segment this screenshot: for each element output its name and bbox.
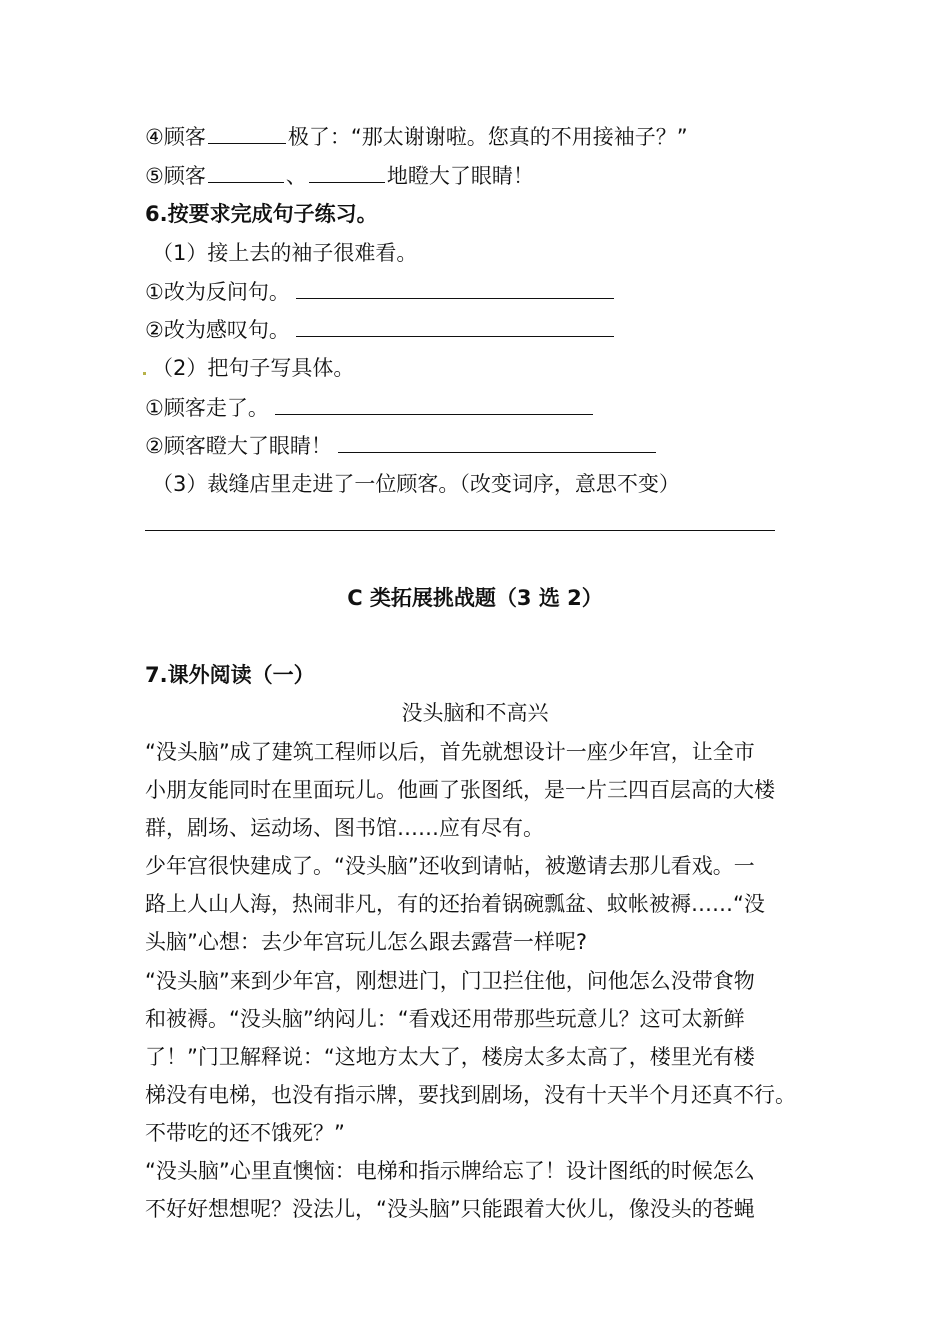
answer-line[interactable]: [296, 278, 614, 299]
answer-line[interactable]: [338, 432, 656, 453]
q6-part-1a: [145, 277, 616, 307]
question-6-title: 6.按要求完成句子练习。: [145, 202, 378, 226]
story-title: 没头脑和不高兴: [401, 701, 549, 725]
section-c-title: C 类拓展挑战题（3 选 2）: [347, 586, 603, 610]
story-line: 不好好想想呢？没法儿，“没头脑”只能跟着大伙儿，像没头的苍蝇: [145, 1197, 755, 1221]
blank-field[interactable]: [208, 162, 284, 183]
story-line: 梯没有电梯，也没有指示牌，要找到剧场，没有十天半个月还真不行。: [145, 1083, 796, 1107]
item-5-prefix: ⑤顾客: [145, 164, 206, 188]
fill-item-4: [145, 122, 688, 152]
q6-part-1a-label: ①改为反问句。: [145, 280, 290, 304]
story-line: “没头脑”心里直懊恼：电梯和指示牌给忘了！设计图纸的时候怎么: [145, 1159, 755, 1183]
item-5-separator: 、: [285, 164, 307, 188]
item-4-suffix: 极了：“那太谢谢啦。您真的不用接袖子？”: [287, 125, 688, 149]
story-line: 群，剧场、运动场、图书馆……应有尽有。: [145, 816, 544, 840]
story-line: 头脑”心想：去少年宫玩儿怎么跟去露营一样呢?: [145, 930, 588, 954]
q6-part-1b: [145, 315, 616, 345]
q6-part-3: （3）裁缝店里走进了一位顾客。（改变词序，意思不变）: [152, 472, 680, 496]
fill-item-5: [145, 161, 534, 191]
q6-part-1b-label: ②改为感叹句。: [145, 318, 290, 342]
story-line: 小朋友能同时在里面玩儿。他画了张图纸，是一片三四百层高的大楼: [145, 778, 775, 802]
q6-part-2a-label: ①顾客走了。: [145, 396, 269, 420]
item-5-suffix: 地瞪大了眼睛！: [386, 164, 534, 188]
story-line: 了！”门卫解释说：“这地方太大了，楼房太多太高了，楼里光有楼: [145, 1045, 755, 1069]
story-line: 不带吃的还不饿死？”: [145, 1121, 345, 1145]
q6-part-2: （2）把句子写具体。: [152, 356, 355, 380]
blank-field[interactable]: [309, 162, 385, 183]
question-7-title: 7.课外阅读（一）: [145, 663, 315, 687]
blank-field[interactable]: [208, 123, 286, 144]
story-line: 少年宫很快建成了。“没头脑”还收到请帖，被邀请去那儿看戏。一: [145, 854, 755, 878]
answer-line-full[interactable]: [145, 530, 775, 531]
q6-part-2a: [145, 393, 595, 423]
story-line: 和被褥。“没头脑”纳闷儿：“看戏还用带那些玩意儿？这可太新鲜: [145, 1007, 745, 1031]
q6-part-2b: [145, 431, 658, 461]
story-line: “没头脑”来到少年宫，刚想进门，门卫拦住他，问他怎么没带食物: [145, 969, 755, 993]
item-4-prefix: ④顾客: [145, 125, 206, 149]
stray-mark: [143, 372, 146, 375]
answer-line[interactable]: [275, 394, 593, 415]
story-line: “没头脑”成了建筑工程师以后，首先就想设计一座少年宫，让全市: [145, 740, 755, 764]
q6-part-2b-label: ②顾客瞪大了眼睛！: [145, 434, 332, 458]
answer-line[interactable]: [296, 316, 614, 337]
q6-part-1: （1）接上去的袖子很难看。: [152, 241, 418, 265]
story-line: 路上人山人海，热闹非凡，有的还抬着锅碗瓢盆、蚊帐被褥……“没: [145, 892, 765, 916]
